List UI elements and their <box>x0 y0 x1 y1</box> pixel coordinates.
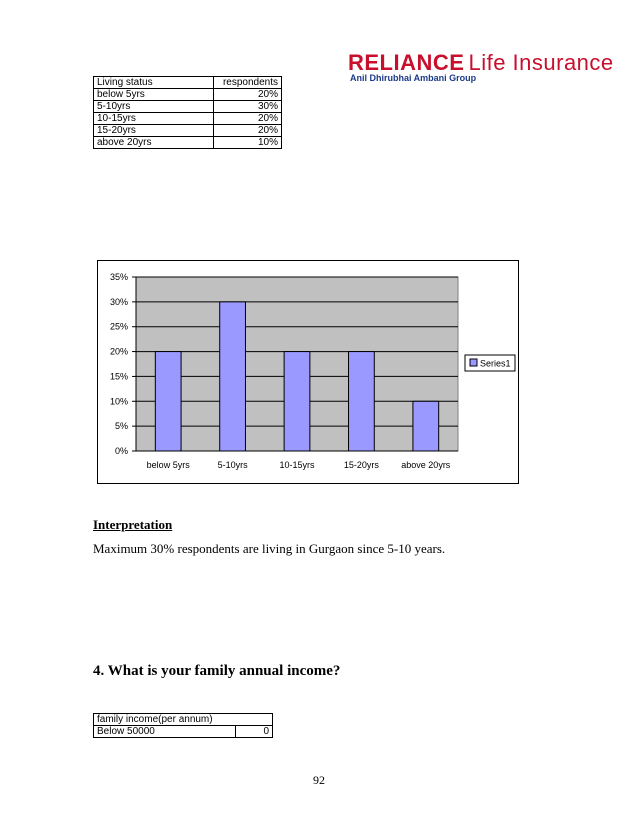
table-cell: 10% <box>214 137 282 149</box>
table-row <box>94 89 282 101</box>
bar <box>284 352 310 451</box>
table-row <box>94 726 273 738</box>
bar-chart-frame <box>97 260 519 484</box>
x-tick-label: below 5yrs <box>146 460 190 470</box>
table-cell: 10-15yrs <box>94 113 214 125</box>
logo-product: Life Insurance <box>468 50 614 75</box>
interpretation-title: Interpretation <box>93 517 173 532</box>
reliance-logo <box>348 50 614 84</box>
table-cell: 20% <box>214 89 282 101</box>
y-tick-label: 35% <box>109 272 128 282</box>
y-tick-label: 10% <box>109 396 128 407</box>
question-heading: 4. What is your family annual income? <box>93 663 341 679</box>
table-row <box>94 101 282 113</box>
header-cell: Living status <box>94 77 214 89</box>
living-status-table <box>93 76 282 149</box>
bar <box>349 352 375 451</box>
x-tick-label: 15-20yrs <box>343 460 379 470</box>
table-row <box>94 137 282 149</box>
table-header-row <box>94 714 273 726</box>
y-tick-label: 0% <box>114 446 128 456</box>
x-tick-label: 10-15yrs <box>279 460 315 470</box>
family-income-table <box>93 713 273 738</box>
bar-chart <box>98 261 518 483</box>
table-cell: 5-10yrs <box>94 101 214 113</box>
table-header-row <box>94 77 282 89</box>
bar <box>155 352 181 451</box>
table-cell: above 20yrs <box>94 137 214 149</box>
x-tick-label: above 20yrs <box>401 460 451 470</box>
table-cell: 30% <box>214 101 282 113</box>
table-row <box>94 113 282 125</box>
table-row <box>94 125 282 137</box>
bar <box>413 401 439 451</box>
table-cell: 15-20yrs <box>94 125 214 137</box>
legend-swatch <box>470 359 477 366</box>
page-number: 92 <box>313 773 325 787</box>
x-tick-label: 5-10yrs <box>217 460 248 470</box>
table-cell: 0 <box>236 726 273 738</box>
logo-group: Anil Dhirubhai Ambani Group <box>350 73 477 83</box>
y-tick-label: 25% <box>109 321 128 332</box>
table-cell: 20% <box>214 113 282 125</box>
y-tick-label: 30% <box>109 296 128 307</box>
header-cell: family income(per annum) <box>94 714 273 726</box>
table-cell: 20% <box>214 125 282 137</box>
y-tick-label: 5% <box>114 421 128 432</box>
interpretation-text: Maximum 30% respondents are living in Gurgaon since 5-10 years. <box>93 541 446 556</box>
table-cell: Below 50000 <box>94 726 236 738</box>
header-cell: respondents <box>214 77 282 89</box>
legend-label: Series1 <box>480 358 511 369</box>
bar <box>220 302 246 451</box>
y-tick-label: 20% <box>109 346 128 357</box>
y-tick-label: 15% <box>109 371 128 382</box>
table-cell: below 5yrs <box>94 89 214 101</box>
logo-brand: RELIANCE <box>348 50 465 75</box>
